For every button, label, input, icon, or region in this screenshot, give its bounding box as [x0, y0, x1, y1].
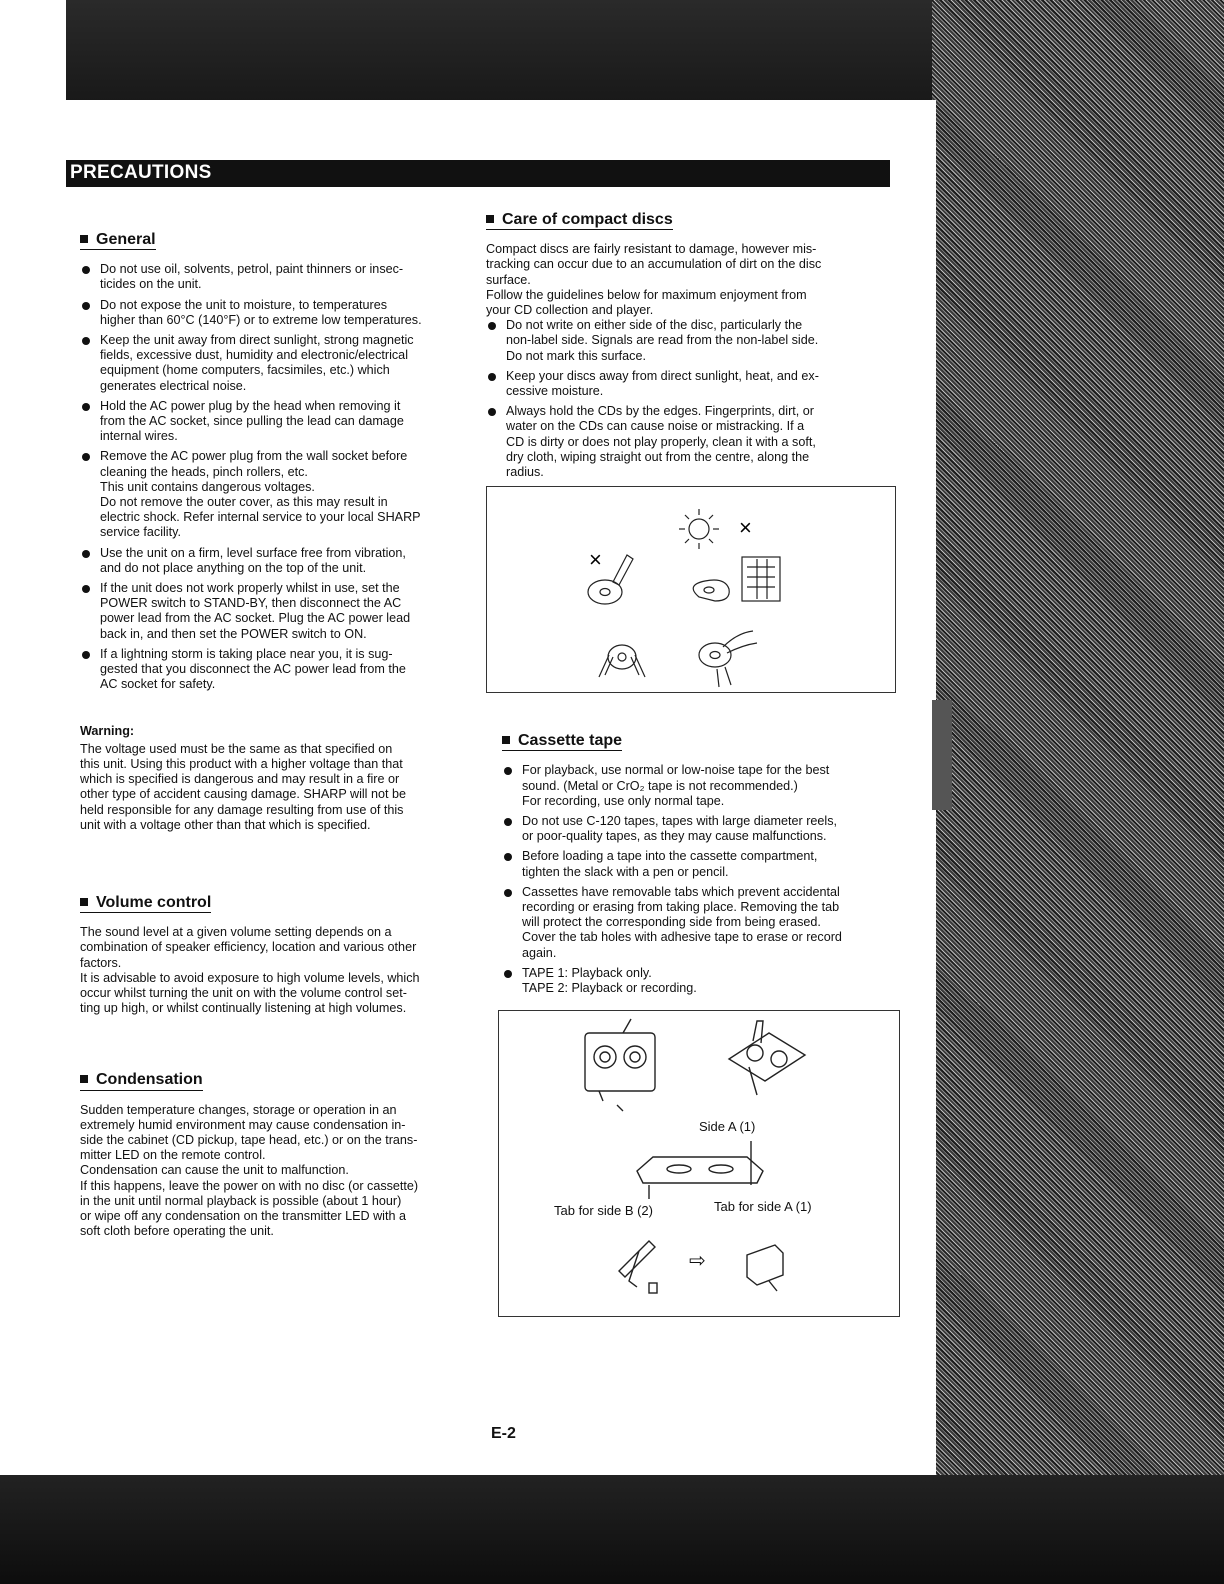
condensation-block: [80, 1072, 480, 1239]
list-item-line: Keep the unit away from direct sunlight, strong magnetic: [100, 333, 414, 348]
list-item: [80, 546, 480, 576]
warning-title: Warning:: [80, 724, 135, 739]
text-line: or wipe off any condensation on the transmitter LED with a: [80, 1208, 406, 1223]
arrow-right-icon: ⇨: [689, 1250, 706, 1273]
volume-block: [80, 895, 480, 1016]
condensation-text: [80, 1103, 480, 1240]
text-line: ting up high, or whilst continually listening at high volumes.: [80, 1001, 407, 1016]
text-line: extremely humid environment may cause condensation in-: [80, 1117, 406, 1132]
list-item-line: or poor-quality tapes, as they may cause malfunctions.: [522, 829, 827, 844]
text-line: Follow the guidelines below for maximum enjoyment from: [486, 287, 807, 302]
text-line: held responsible for any damage resulting from use of this: [80, 802, 404, 817]
scan-border-right: [932, 0, 1224, 1584]
cassette-tabs-icon: [637, 1141, 763, 1199]
bullet-icon: [504, 970, 512, 978]
list-item: [502, 814, 901, 844]
list-item-line: Do not mark this surface.: [506, 348, 646, 363]
general-heading: General: [80, 232, 156, 250]
square-bullet-icon: [502, 736, 510, 744]
square-bullet-icon: [80, 898, 88, 906]
list-item: [502, 849, 901, 879]
text-line: Condensation can cause the unit to malfunction.: [80, 1163, 349, 1178]
list-item-line: AC socket for safety.: [100, 677, 216, 692]
list-item-line: POWER switch to STAND-BY, then disconnect the AC: [100, 596, 402, 611]
warning-text: [80, 742, 480, 833]
list-item-line: back in, and then set the POWER switch to ON.: [100, 626, 367, 641]
list-item-line: fields, excessive dust, humidity and electronic/electrical: [100, 348, 408, 363]
warning-block: [80, 724, 480, 832]
volume-heading: Volume control: [80, 895, 211, 913]
bullet-icon: [504, 818, 512, 826]
list-item: [80, 449, 480, 540]
list-item: [80, 581, 480, 642]
list-item: [486, 318, 901, 364]
tab-side-b-label: Tab for side B (2): [554, 1203, 653, 1219]
square-bullet-icon: [486, 215, 494, 223]
text-line: your CD collection and player.: [486, 303, 654, 318]
list-item-line: power lead from the AC socket. Plug the AC power lead: [100, 611, 411, 626]
text-line: The voltage used must be the same as that specified on: [80, 741, 393, 756]
text-line: side the cabinet (CD pickup, tape head, etc.) or on the trans-: [80, 1132, 418, 1147]
list-item-line: Do not write on either side of the disc, particularly the: [506, 318, 803, 333]
volume-text: [80, 925, 480, 1016]
cd-handling-figure: [486, 486, 896, 693]
list-item-line: again.: [522, 945, 557, 960]
list-item: [502, 966, 901, 996]
cassette-winding-icon: [729, 1021, 805, 1095]
list-item-line: tighten the slack with a pen or pencil.: [522, 864, 729, 879]
list-item-line: Cover the tab holes with adhesive tape to erase or record: [522, 930, 842, 945]
bullet-icon: [82, 266, 90, 274]
list-item: [502, 763, 901, 809]
list-item-line: radius.: [506, 465, 544, 480]
list-item-line: internal wires.: [100, 429, 178, 444]
list-item: [80, 647, 480, 693]
list-item: [80, 333, 480, 394]
list-item-line: will protect the corresponding side from being erased.: [522, 915, 821, 930]
text-line: Sudden temperature changes, storage or operation in an: [80, 1102, 397, 1117]
text-line: this unit. Using this product with a higher voltage than that: [80, 756, 403, 771]
text-line: If this happens, leave the power on with no disc (or cassette): [80, 1178, 419, 1193]
cd-cleaning-icon: [699, 631, 757, 687]
list-item-line: Use the unit on a firm, level surface free from vibration,: [100, 545, 406, 560]
list-item-line: Always hold the CDs by the edges. Fingerprints, dirt, or: [506, 404, 814, 419]
header-bar: [66, 160, 890, 187]
text-line: factors.: [80, 955, 122, 970]
bullet-icon: [82, 403, 90, 411]
list-item-line: equipment (home computers, facsimiles, etc.) which: [100, 363, 390, 378]
right-column: [486, 212, 901, 1317]
bullet-icon: [82, 453, 90, 461]
cassette-block: [486, 733, 901, 1317]
scan-border-bottom: [0, 1475, 1224, 1584]
list-item-line: Keep your discs away from direct sunlight, heat, and ex-: [506, 368, 819, 383]
square-bullet-icon: [80, 235, 88, 243]
list-item-line: Do not expose the unit to moisture, to temperatures: [100, 297, 388, 312]
scan-shadow-tab: [932, 700, 952, 810]
list-item-line: Before loading a tape into the cassette compartment,: [522, 849, 818, 864]
prohibited-mark: ×: [739, 515, 752, 541]
list-item: [486, 404, 901, 480]
bullet-icon: [488, 373, 496, 381]
text-line: It is advisable to avoid exposure to high volume levels, which: [80, 970, 420, 985]
list-item-line: higher than 60°C (140°F) or to extreme low temperatures.: [100, 312, 422, 327]
cassette-list: [502, 763, 901, 996]
bullet-icon: [488, 322, 496, 330]
bullet-icon: [504, 767, 512, 775]
list-item-line: ticides on the unit.: [100, 277, 202, 292]
list-item-line: generates electrical noise.: [100, 378, 247, 393]
list-item-line: recording or erasing from taking place. Removing the tab: [522, 900, 840, 915]
cd-care-intro: [486, 242, 901, 318]
list-item-line: Do not remove the outer cover, as this may result in: [100, 495, 388, 510]
text-line: Compact discs are fairly resistant to damage, however mis-: [486, 242, 817, 257]
text-line: occur whilst turning the unit on with the volume control set-: [80, 985, 407, 1000]
list-item-line: TAPE 1: Playback only.: [522, 965, 652, 980]
list-item: [80, 298, 480, 328]
list-item-line: Hold the AC power plug by the head when removing it: [100, 398, 401, 413]
text-line: surface.: [486, 272, 531, 287]
text-line: tracking can occur due to an accumulation of dirt on the disc: [486, 257, 822, 272]
text-line: unit with a voltage other than that which is specified.: [80, 817, 371, 832]
list-item-line: sound. (Metal or CrO₂ tape is not recommended.): [522, 778, 798, 793]
list-item-line: This unit contains dangerous voltages.: [100, 479, 315, 494]
list-item: [486, 369, 901, 399]
document-page: [66, 100, 936, 1475]
list-item-line: For recording, use only normal tape.: [522, 793, 725, 808]
prohibited-mark: ×: [589, 547, 602, 573]
cassette-figure: [498, 1010, 900, 1317]
list-item-line: TAPE 2: Playback or recording.: [522, 981, 697, 996]
list-item-line: service facility.: [100, 525, 181, 540]
list-item: [80, 399, 480, 445]
text-line: in the unit until normal playback is possible (about 1 hour): [80, 1193, 402, 1208]
page-number: E-2: [491, 1425, 516, 1442]
list-item-line: Remove the AC power plug from the wall socket before: [100, 449, 408, 464]
list-item-line: If the unit does not work properly whilst in use, set the: [100, 581, 400, 596]
general-list: [80, 262, 480, 692]
cd-care-list: [486, 318, 901, 480]
list-item: [502, 885, 901, 961]
left-column: [80, 232, 480, 1239]
list-item-line: Do not use C-120 tapes, tapes with large diameter reels,: [522, 814, 838, 829]
hand-holding-cd-icon: [599, 645, 645, 677]
list-item-line: water on the CDs can cause noise or mistracking. If a: [506, 419, 805, 434]
list-item-line: electric shock. Refer internal service to your local SHARP: [100, 510, 421, 525]
bullet-icon: [504, 853, 512, 861]
scan-margin-left: [0, 0, 66, 1584]
page-title: PRECAUTIONS: [70, 162, 212, 183]
cd-handling-illustration: [487, 487, 895, 692]
list-item-line: gested that you disconnect the AC power lead from the: [100, 662, 406, 677]
list-item-line: non-label side. Signals are read from the non-label side.: [506, 333, 819, 348]
list-item-line: dry cloth, wiping straight out from the centre, along the: [506, 449, 810, 464]
list-item-line: If a lightning storm is taking place near you, it is sug-: [100, 646, 393, 661]
list-item-line: Cassettes have removable tabs which prevent accidental: [522, 884, 840, 899]
bullet-icon: [82, 550, 90, 558]
heater-icon: [742, 557, 780, 601]
text-line: other type of accident causing damage. SHARP will not be: [80, 787, 406, 802]
tab-side-a-label: Tab for side A (1): [714, 1199, 812, 1215]
list-item: [80, 262, 480, 292]
condensation-heading: Condensation: [80, 1072, 203, 1090]
side-a-label: Side A (1): [699, 1119, 756, 1135]
text-line: which is specified is dangerous and may result in a fire or: [80, 772, 400, 787]
bullet-icon: [82, 585, 90, 593]
cassette-with-pencil-icon: [585, 1019, 655, 1111]
sun-icon: [679, 509, 719, 549]
bullet-icon: [82, 651, 90, 659]
text-line: mitter LED on the remote control.: [80, 1148, 266, 1163]
text-line: combination of speaker efficiency, location and various other: [80, 940, 417, 955]
list-item-line: For playback, use normal or low-noise tape for the best: [522, 763, 830, 778]
cassette-heading: Cassette tape: [502, 733, 622, 751]
bullet-icon: [82, 302, 90, 310]
list-item-line: cessive moisture.: [506, 384, 604, 399]
bullet-icon: [82, 337, 90, 345]
list-item-line: cleaning the heads, pinch rollers, etc.: [100, 464, 308, 479]
text-line: soft cloth before operating the unit.: [80, 1224, 274, 1239]
list-item-line: and do not place anything on the top of the unit.: [100, 560, 367, 575]
square-bullet-icon: [80, 1075, 88, 1083]
bullet-icon: [488, 408, 496, 416]
list-item-line: from the AC socket, since pulling the lead can damage: [100, 414, 404, 429]
list-item-line: CD is dirty or does not play properly, clean it with a soft,: [506, 434, 816, 449]
cd-care-heading: Care of compact discs: [486, 212, 673, 230]
text-line: The sound level at a given volume setting depends on a: [80, 925, 392, 940]
bullet-icon: [504, 889, 512, 897]
cd-warping-icon: [693, 580, 729, 601]
list-item-line: Do not use oil, solvents, petrol, paint thinners or insec-: [100, 262, 404, 277]
